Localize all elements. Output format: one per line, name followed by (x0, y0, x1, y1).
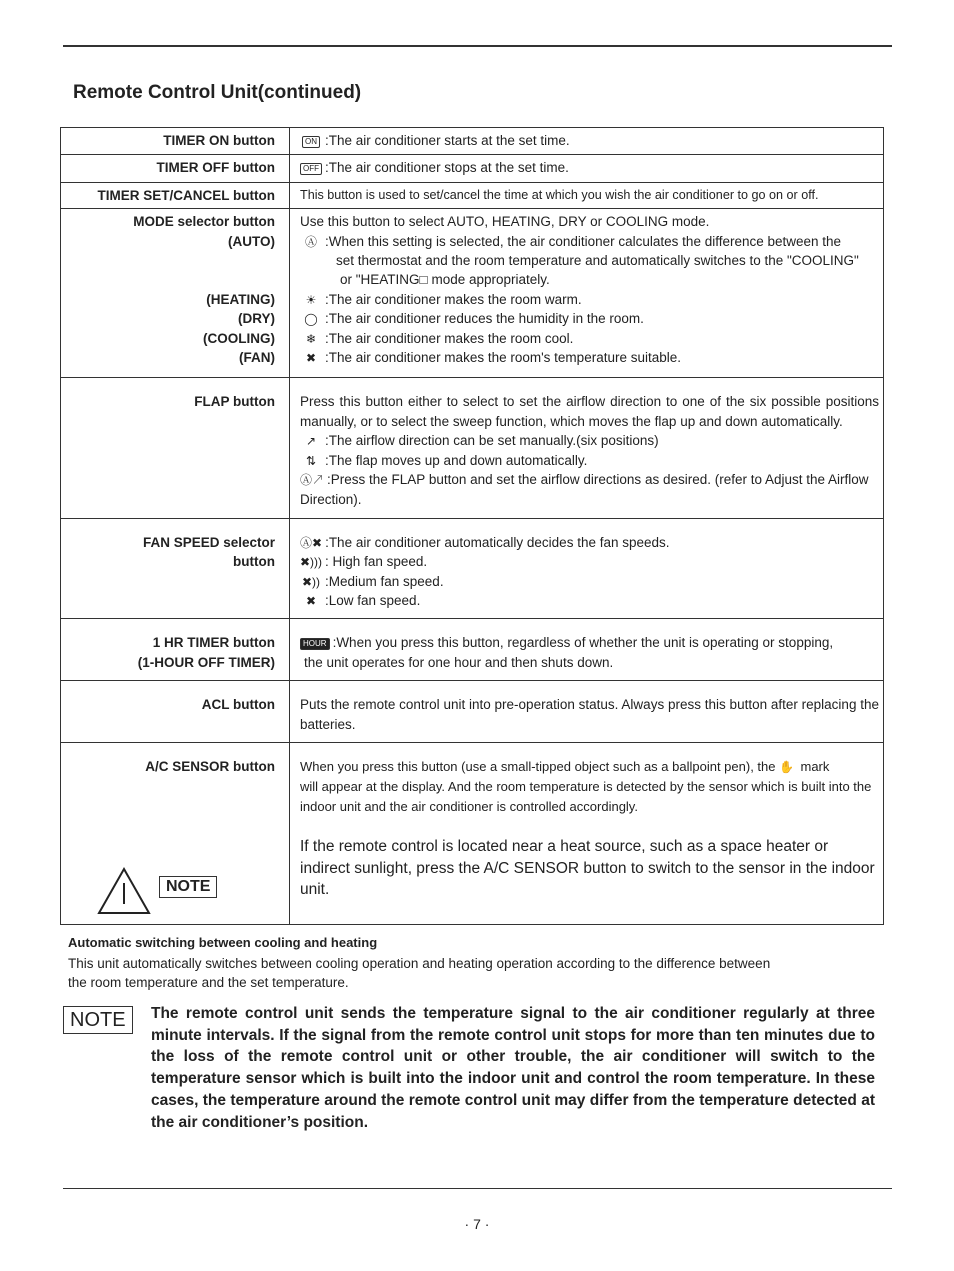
table-row: 1 HR TIMER button (1-HOUR OFF TIMER) HOUR :When you press this button, regardless of whether the unit is operating or stopping, the unit operates for one hour and then shuts down. (61, 619, 884, 681)
flap-swing-icon: ⇅ (305, 453, 317, 468)
auto-icon: Ⓐ (304, 234, 317, 249)
heating-label: (HEATING) (206, 291, 275, 307)
table-row (61, 681, 884, 743)
auto-switch-text: This unit automatically switches between cooling operation and heating operation according to the difference between the room temperature and the set temperature. (68, 956, 771, 990)
bottom-rule (63, 1188, 892, 1189)
fan-high-icon: ✖))) (300, 555, 323, 570)
table-row: FLAP button Press this button either to select to set the airflow direction to one of the six possible positions manually, or to select the sweep function, which moves the flap up and down automatically. ↗ :The airflow direction can be set manually.(six positions) ⇅ :The flap moves up and down automatically. Ⓐ↗ :Press the FLAP button and set the airflow directions as desired. (refer to Adjust the Airflow Direction). (61, 378, 884, 518)
flap-intro: Press this button either to select to set the airflow direction to one of the six possible positions manually, or to select the sweep function, which moves the flap up and down automatically. (300, 394, 879, 429)
row-label: FLAP button (61, 378, 290, 518)
fan-icon: ✖ (305, 350, 317, 365)
page-title: Remote Control Unit(continued) (73, 82, 362, 103)
sensor-note-text: If the remote control is located near a heat source, such as a space heater or indirect sunlight, press the A/C SENSOR button to switch to the sensor in the indoor unit. (300, 838, 875, 899)
table-row (61, 128, 884, 155)
hour-timer-icon: HOUR (300, 634, 330, 653)
fan-medium-icon: ✖)) (301, 574, 321, 589)
mode-intro: Use this button to select AUTO, HEATING, DRY or COOLING mode. (300, 214, 710, 230)
table-row: A/C SENSOR button NOTE When you press this button (use a small-tipped object such as a ballpoint pen), the ✋ mark will appear at the display. And the room temperature is detected by the sensor which is built into the indoor unit and the air conditioner is controlled accordingly. If the remote control is located near a heat source, such as a space heater or indirect sunlight, press the A/C SENSOR button to switch to the sensor in the indoor unit. (61, 742, 884, 924)
note-label: NOTE (63, 1006, 133, 1034)
row-text: :The air conditioner starts at the set time. (325, 133, 570, 148)
timer-on-icon: ON (300, 132, 322, 151)
row-label: TIMER OFF button (61, 155, 290, 182)
row-text: This button is used to set/cancel the time at which you wish the air conditioner to go on or off. (290, 182, 884, 208)
row-label: TIMER ON button (61, 128, 290, 155)
table-row: FAN SPEED selector button Ⓐ✖ :The air conditioner automatically decides the fan speeds. ✖))) : High fan speed. ✖)) :Medium fan speed. ✖ :Low fan speed. (61, 518, 884, 619)
timer-off-icon: OFF (300, 159, 322, 178)
cooling-label: (COOLING) (203, 330, 275, 346)
snowflake-icon: ❄ (305, 331, 317, 346)
fan-auto-icon: Ⓐ✖ (300, 535, 323, 550)
fan-label: (FAN) (239, 349, 275, 365)
top-rule (63, 45, 892, 47)
droplet-icon: ◯ (304, 312, 318, 327)
row-label: A/C SENSOR button (145, 758, 275, 774)
note-text: The remote control unit sends the temperature signal to the air conditioner regularly at three minute intervals. If the signal from the remote control unit stops for more than ten minutes due to the loss of the remote control unit or other trouble, the air conditioner will switch to the temperature sensor which is built into the indoor unit and control the room temperature. In these cases, the temperature around the remote control unit may differ from the temperature detected at the air conditioner’s position. (151, 1005, 875, 1131)
table-row: MODE selector button (AUTO) (HEATING) (DRY) (COOLING) (FAN) Use this button to select AUTO, HEATING, DRY or COOLING mode. Ⓐ :When this setting is selected, the air conditioner calculates the difference between the set thermostat and the room temperature and automatically switches to the "COOLING" or "HEATING□ mode appropriately. ☀ :The air conditioner makes the room warm. ◯ :The air conditioner reduces the humidity in the room. ❄ :The air conditioner makes the room cool. ✖ :The air conditioner makes the room's temperature suitable. (61, 209, 884, 378)
mode-label: MODE selector button (133, 214, 275, 230)
auto-switch-heading: Automatic switching between cooling and heating (68, 935, 378, 950)
fan-low-icon: ✖ (305, 593, 317, 608)
table-row (61, 155, 884, 182)
row-text: :The air conditioner stops at the set time. (325, 160, 569, 176)
flap-manual-icon: ↗ (305, 434, 317, 449)
flap-auto-icon: Ⓐ↗ (300, 472, 325, 487)
auto-label: (AUTO) (228, 233, 275, 249)
table-row (61, 182, 884, 208)
sensor-hand-icon: ✋ (779, 759, 794, 774)
sun-icon: ☀ (305, 292, 317, 307)
note-label: NOTE (159, 876, 217, 898)
row-label: ACL button (61, 681, 290, 743)
page-number: · 7 · (464, 1216, 490, 1232)
remote-control-table (60, 127, 884, 925)
warning-icon (97, 866, 151, 916)
dry-label: (DRY) (238, 311, 275, 327)
row-text: Puts the remote control unit into pre-operation status. Always press this button after replacing the batteries. (290, 681, 884, 743)
row-label: TIMER SET/CANCEL button (61, 182, 290, 208)
